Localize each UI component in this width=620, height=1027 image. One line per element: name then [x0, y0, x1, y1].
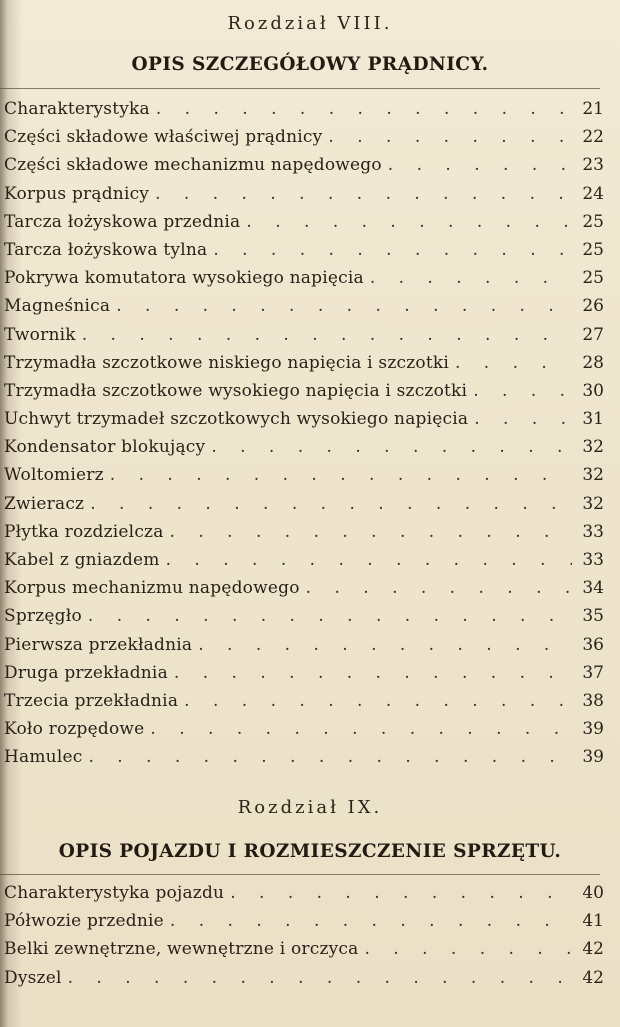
chapter-ix	[0, 796, 620, 996]
toc-entry-page: 41	[582, 911, 604, 932]
dot-leader	[370, 268, 572, 288]
toc-entry-title: Trzymadła szczotkowe wysokiego napięcia i szczotki	[4, 380, 468, 401]
toc-entry-page: 26	[582, 296, 604, 317]
toc-entry	[0, 691, 620, 719]
dot-leader	[170, 522, 572, 542]
toc-entry	[0, 911, 620, 939]
toc-entry-page: 36	[582, 634, 604, 655]
toc-entry-page: 37	[582, 662, 604, 683]
toc-entry-page: 22	[582, 127, 604, 148]
toc-entry	[0, 968, 620, 996]
toc-entry-page: 33	[582, 521, 604, 542]
dot-leader	[116, 296, 572, 316]
dot-leader	[156, 99, 572, 119]
toc-entry-page: 38	[582, 690, 604, 711]
toc-entry-title: Części składowe mechanizmu napędowego	[4, 155, 382, 176]
dot-leader	[213, 240, 572, 260]
toc-entry-page: 32	[582, 493, 604, 514]
toc-entry	[0, 635, 620, 663]
toc-entry-title: Płytka rozdzielcza	[4, 521, 164, 542]
toc-entry-title: Charakterystyka pojazdu	[4, 883, 225, 903]
toc-entry	[0, 747, 620, 775]
toc-entry-title: Koło rozpędowe	[4, 719, 145, 740]
toc-entry-page: 40	[582, 883, 604, 903]
toc-entry-page: 34	[582, 578, 604, 599]
toc-entry-page: 21	[582, 99, 604, 119]
toc-entry	[0, 381, 620, 409]
toc-entry-title: Hamulec	[4, 747, 83, 768]
toc-entry-title: Pokrywa komutatora wysokiego napięcia	[4, 268, 364, 289]
toc-entry	[0, 155, 620, 183]
chapter-heading: Rozdział IX.	[237, 797, 383, 818]
toc-entry-page: 39	[582, 747, 604, 768]
toc-entry	[0, 550, 620, 578]
toc-entry-page: 33	[582, 550, 604, 570]
toc-entry	[0, 353, 620, 381]
toc-list	[0, 883, 620, 996]
toc-entry-title: Twornik	[4, 324, 76, 345]
dot-leader	[364, 939, 572, 959]
dot-leader	[90, 494, 572, 514]
chapter-title: OPIS SZCZEGÓŁOWY PRĄDNICY.	[131, 54, 489, 75]
toc-entry	[0, 522, 620, 550]
dot-leader	[328, 127, 572, 147]
toc-entry	[0, 939, 620, 967]
toc-entry-title: Sprzęgło	[4, 606, 82, 627]
toc-entry-page: 39	[582, 719, 604, 740]
toc-entry	[0, 240, 620, 268]
toc-entry-page: 35	[582, 606, 604, 627]
dot-leader	[211, 437, 572, 457]
toc-entry	[0, 465, 620, 493]
toc-entry-page: 32	[582, 465, 604, 486]
toc-entry-title: Kondensator blokujący	[4, 437, 206, 458]
toc-entry-title: Charakterystyka	[4, 99, 150, 119]
toc-entry-title: Magneśnica	[4, 296, 111, 317]
toc-entry-title: Trzecia przekładnia	[4, 690, 179, 711]
toc-entry	[0, 883, 620, 911]
toc-entry	[0, 296, 620, 324]
divider-rule	[0, 88, 600, 89]
toc-entry-page: 24	[582, 183, 604, 204]
divider-rule	[0, 874, 600, 875]
toc-entry-title: Belki zewnętrzne, wewnętrzne i orczyca	[4, 939, 359, 960]
toc-entry-page: 28	[582, 352, 604, 373]
toc-entry-page: 23	[582, 155, 604, 176]
dot-leader	[230, 883, 572, 903]
chapter-viii	[0, 12, 620, 776]
toc-entry-title: Druga przekładnia	[4, 662, 168, 683]
toc-entry-page: 25	[582, 211, 604, 232]
dot-leader	[155, 184, 572, 204]
dot-leader	[88, 747, 572, 767]
toc-entry-page: 32	[582, 437, 604, 458]
dot-leader	[388, 155, 572, 175]
chapter-title: OPIS POJAZDU I ROZMIESZCZENIE SPRZĘTU.	[58, 841, 562, 862]
chapter-heading: Rozdział VIII.	[227, 13, 393, 34]
toc-entry-title: Części składowe właściwej prądnicy	[4, 127, 323, 148]
toc-entry-page: 25	[582, 239, 604, 260]
toc-entry-page: 27	[582, 324, 604, 345]
toc-entry	[0, 663, 620, 691]
toc-entry-title: Tarcza łożyskowa tylna	[4, 239, 208, 260]
toc-entry-title: Zwieracz	[4, 493, 85, 514]
dot-leader	[110, 465, 572, 485]
toc-entry-page: 31	[582, 409, 604, 430]
toc-entry-title: Uchwyt trzymadeł szczotkowych wysokiego napięcia	[4, 409, 469, 430]
toc-entry	[0, 437, 620, 465]
toc-entry-title: Korpus prądnicy	[4, 183, 150, 204]
dot-leader	[68, 968, 572, 988]
dot-leader	[455, 353, 572, 373]
toc-entry	[0, 578, 620, 606]
toc-entry	[0, 409, 620, 437]
toc-entry	[0, 99, 620, 127]
toc-entry-page: 25	[582, 268, 604, 289]
dot-leader	[170, 911, 572, 931]
toc-entry-title: Półwozie przednie	[4, 911, 164, 932]
dot-leader	[246, 212, 572, 232]
toc-entry	[0, 184, 620, 212]
toc-entry	[0, 606, 620, 634]
toc-list	[0, 99, 620, 776]
dot-leader	[82, 325, 572, 345]
toc-entry-title: Pierwsza przekładnia	[4, 634, 193, 655]
dot-leader	[174, 663, 572, 683]
toc-entry-title: Korpus mechanizmu napędowego	[4, 578, 300, 599]
toc-entry	[0, 212, 620, 240]
toc-entry	[0, 127, 620, 155]
dot-leader	[473, 381, 572, 401]
toc-entry-title: Kabel z gniazdem	[4, 550, 160, 570]
toc-entry	[0, 719, 620, 747]
dot-leader	[474, 409, 572, 429]
dot-leader	[166, 550, 572, 570]
dot-leader	[306, 578, 572, 598]
dot-leader	[184, 691, 572, 711]
toc-entry-title: Trzymadła szczotkowe niskiego napięcia i szczotki	[4, 352, 449, 373]
dot-leader	[88, 606, 572, 626]
toc-entry	[0, 494, 620, 522]
toc-entry	[0, 268, 620, 296]
dot-leader	[150, 719, 572, 739]
dot-leader	[198, 635, 572, 655]
toc-entry-page: 30	[582, 380, 604, 401]
toc-entry-title: Tarcza łożyskowa przednia	[4, 211, 241, 232]
toc-entry-title: Woltomierz	[4, 465, 104, 486]
toc-entry	[0, 325, 620, 353]
toc-entry-page: 42	[582, 967, 604, 988]
toc-entry-page: 42	[582, 939, 604, 960]
toc-entry-title: Dyszel	[4, 967, 62, 988]
